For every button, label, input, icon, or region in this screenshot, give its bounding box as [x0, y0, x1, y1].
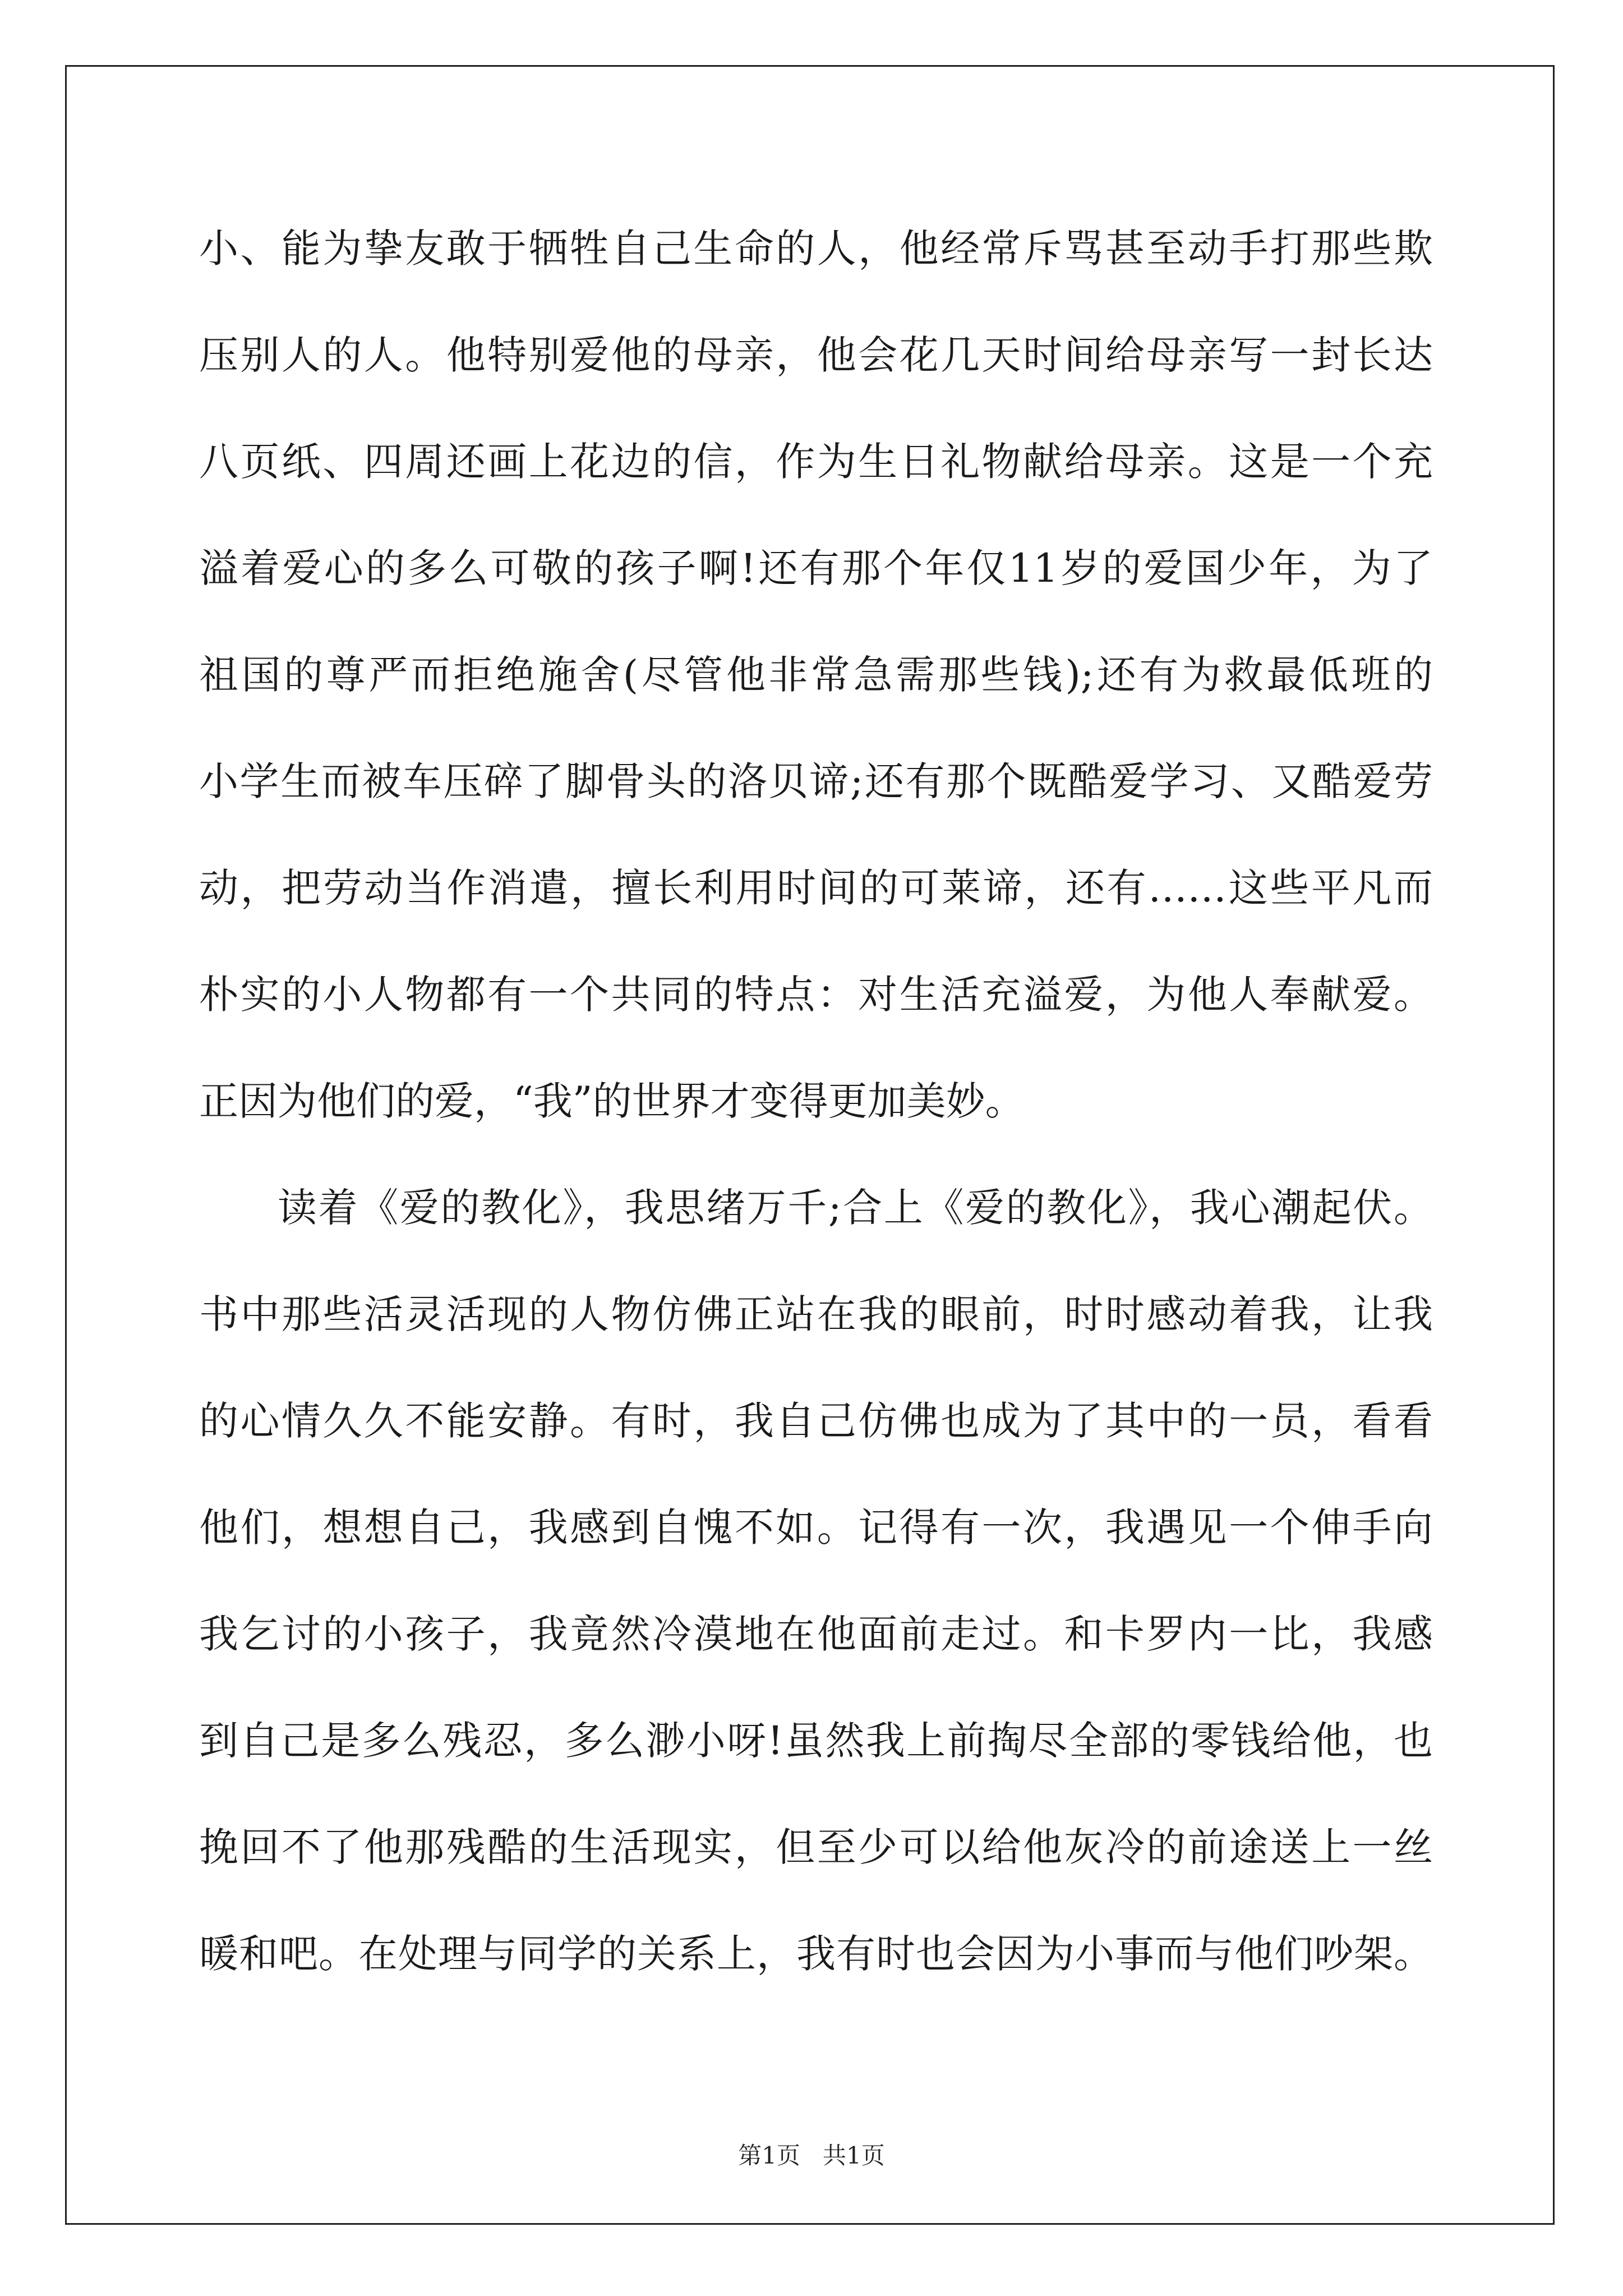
text-line: 暖和吧。在处理与同学的关系上，我有时也会因为小事而与他们吵架。: [199, 1931, 1433, 1977]
text-line: 压别人的人。他特别爱他的母亲，他会花几天时间给母亲写一封长达: [199, 332, 1433, 378]
text-line: 动，把劳动当作消遣，擅长利用时间的可莱谛，还有……这些平凡而: [199, 865, 1433, 911]
text-line: 祖国的尊严而拒绝施舍(尽管他非常急需那些钱);还有为救最低班的: [199, 652, 1433, 698]
text-line: 书中那些活灵活现的人物仿佛正站在我的眼前，时时感动着我，让我: [199, 1291, 1433, 1337]
text-line: 的心情久久不能安静。有时，我自己仿佛也成为了其中的一员，看看: [199, 1398, 1433, 1444]
text-line: 他们，想想自己，我感到自愧不如。记得有一次，我遇见一个伸手向: [199, 1504, 1433, 1550]
paragraph-first-line: 读着《爱的教化》，我思绪万千;合上《爱的教化》，我心潮起伏。: [278, 1185, 1433, 1231]
page-border: [65, 65, 1555, 2225]
text-line: 挽回不了他那残酷的生活现实，但至少可以给他灰冷的前途送上一丝: [199, 1824, 1433, 1870]
text-line: 八页纸、四周还画上花边的信，作为生日礼物献给母亲。这是一个充: [199, 439, 1433, 485]
text-line: 小、能为挚友敢于牺牲自己生命的人，他经常斥骂甚至动手打那些欺: [199, 226, 1433, 272]
page-footer: 第1页 共1页: [738, 2142, 885, 2169]
text-line: 小学生而被车压碎了脚骨头的洛贝谛;还有那个既酷爱学习、又酷爱劳: [199, 758, 1433, 804]
text-line: 我乞讨的小孩子，我竟然冷漠地在他面前走过。和卡罗内一比，我感: [199, 1611, 1433, 1657]
text-line: 朴实的小人物都有一个共同的特点：对生活充溢爱，为他人奉献爱。: [199, 972, 1433, 1018]
text-line: 正因为他们的爱，“我”的世界才变得更加美妙。: [199, 1078, 1025, 1124]
text-line: 到自己是多么残忍，多么渺小呀!虽然我上前掏尽全部的零钱给他，也: [199, 1718, 1433, 1764]
text-line: 溢着爱心的多么可敬的孩子啊!还有那个年仅11岁的爱国少年，为了: [199, 545, 1433, 591]
